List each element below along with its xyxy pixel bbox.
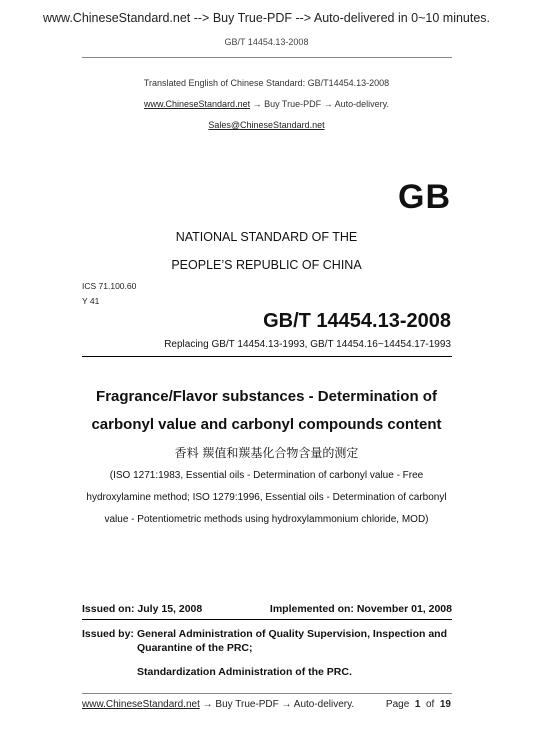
issued-by-label: Issued by: — [82, 628, 134, 640]
footer-rule — [82, 693, 452, 694]
replacing-note: Replacing GB/T 14454.13-1993, GB/T 14454.16~14454.17-1993 — [164, 339, 451, 350]
footer-site-line — [82, 699, 354, 710]
issued-by-line1: General Administration of Quality Supervision, Inspection and — [137, 628, 447, 640]
footer-site-suffix: → Buy True-PDF → Auto-delivery. — [199, 699, 355, 710]
dates-rule — [82, 619, 452, 620]
header-doc-code: GB/T 14454.13-2008 — [224, 37, 309, 47]
standard-number: GB/T 14454.13-2008 — [263, 310, 451, 332]
issued-by-line2: Quarantine of the PRC; — [137, 642, 253, 654]
footer-site-link[interactable]: www.ChineseStandard.net — [82, 699, 200, 710]
title-line2: carbonyl value and carbonyl compounds content — [91, 416, 442, 433]
translation-site-line — [0, 99, 533, 109]
site-link-suffix: → Buy True-PDF → Auto-delivery. — [250, 99, 389, 109]
top-banner[interactable]: www.ChineseStandard.net --> Buy True-PDF --> Auto-delivered in 0~10 minutes. — [42, 11, 491, 25]
page-current: 1 — [414, 699, 421, 710]
page-label: Page — [385, 699, 410, 710]
iso-note-line3: value - Potentiometric methods using hydroxylammonium chloride, MOD) — [104, 514, 429, 525]
page-of: of — [425, 699, 435, 710]
national-standard-line2: PEOPLE’S REPUBLIC OF CHINA — [171, 258, 362, 272]
classification-code: Y 41 — [82, 296, 100, 306]
page-total: 19 — [439, 699, 451, 710]
iso-note-line1: (ISO 1271:1983, Essential oils - Determination of carbonyl value - Free — [109, 470, 424, 481]
chinese-title: 香料 羰值和羰基化合物含量的测定 — [174, 446, 359, 460]
email-line — [0, 120, 533, 130]
implemented-date: Implemented on: November 01, 2008 — [269, 603, 452, 615]
issued-date: Issued on: July 15, 2008 — [82, 603, 203, 615]
iso-note-line2: hydroxylamine method; ISO 1279:1996, Essential oils - Determination of carbonyl — [86, 492, 447, 503]
ics-code: ICS 71.100.60 — [82, 281, 137, 291]
translation-line: Translated English of Chinese Standard: GB/T14454.13-2008 — [143, 78, 390, 88]
gb-logo: GB — [398, 178, 451, 216]
email-link[interactable]: Sales@ChineseStandard.net — [208, 120, 325, 130]
header-rule — [82, 57, 452, 58]
title-rule — [82, 356, 452, 357]
national-standard-line1: NATIONAL STANDARD OF THE — [175, 230, 358, 244]
page-indicator — [386, 699, 451, 710]
site-link[interactable]: www.ChineseStandard.net — [144, 99, 251, 109]
title-line1: Fragrance/Flavor substances - Determination of — [96, 388, 437, 405]
issued-by-line3: Standardization Administration of the PRC. — [137, 666, 352, 678]
